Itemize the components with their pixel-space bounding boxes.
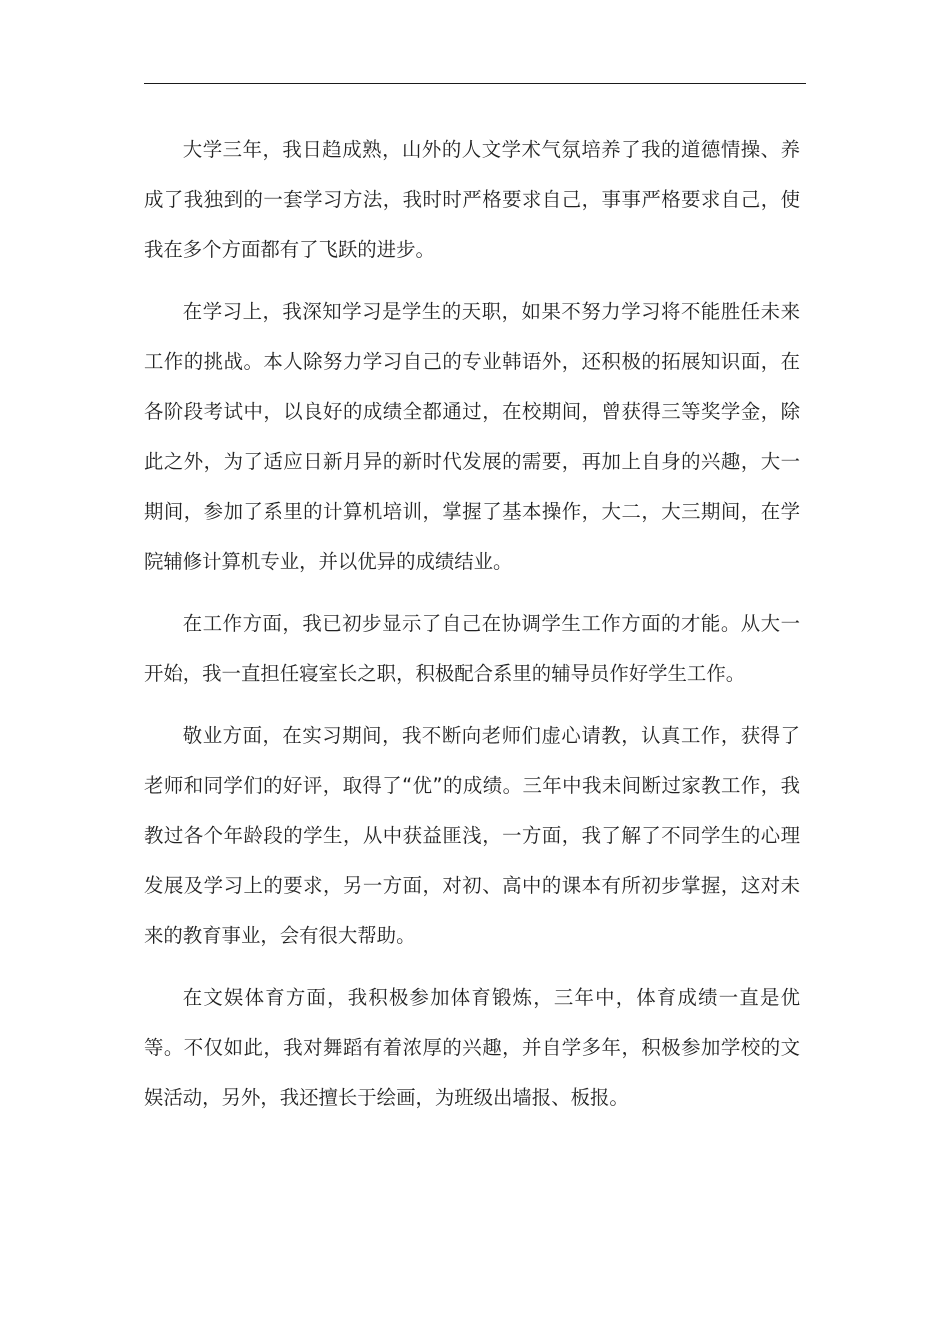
header-rule (144, 83, 806, 84)
paragraph-work: 在工作方面，我已初步显示了自己在协调学生工作方面的才能。从大一开始，我一直担任寝室长之职，积极配合系里的辅导员作好学生工作。 (144, 612, 800, 685)
paragraph-study: 在学习上，我深知学习是学生的天职，如果不努力学习将不能胜任未来工作的挑战。本人除努力学习自己的专业韩语外，还积极的拓展知识面，在各阶段考试中，以良好的成绩全都通过，在校期间，曾获得三等奖学金，除此之外，为了适应日新月异的新时代发展的需要，再加上自身的兴趣，大一期间，参加了系里的计算机培训，掌握了基本操作，大二，大三期间，在学院辅修计算机专业，并以优异的成绩结业。 (144, 300, 800, 573)
paragraph-sports-arts: 在文娱体育方面，我积极参加体育锻炼，三年中，体育成绩一直是优等。不仅如此，我对舞蹈有着浓厚的兴趣，并自学多年，积极参加学校的文娱活动，另外，我还擅长于绘画，为班级出墙报、板报。 (144, 986, 800, 1109)
paragraph-dedication: 敬业方面，在实习期间，我不断向老师们虚心请教，认真工作，获得了老师和同学们的好评，取得了“优”的成绩。三年中我未间断过家教工作，我教过各个年龄段的学生，从中获益匪浅，一方面，我了解了不同学生的心理发展及学习上的要求，另一方面，对初、高中的课本有所初步掌握，这对未来的教育事业，会有很大帮助。 (144, 724, 800, 947)
paragraph-overview: 大学三年，我日趋成熟，山外的人文学术气氛培养了我的道德情操、养成了我独到的一套学习方法，我时时严格要求自己，事事严格要求自己，使我在多个方面都有了飞跃的进步。 (144, 138, 800, 261)
document-body (144, 125, 800, 1135)
